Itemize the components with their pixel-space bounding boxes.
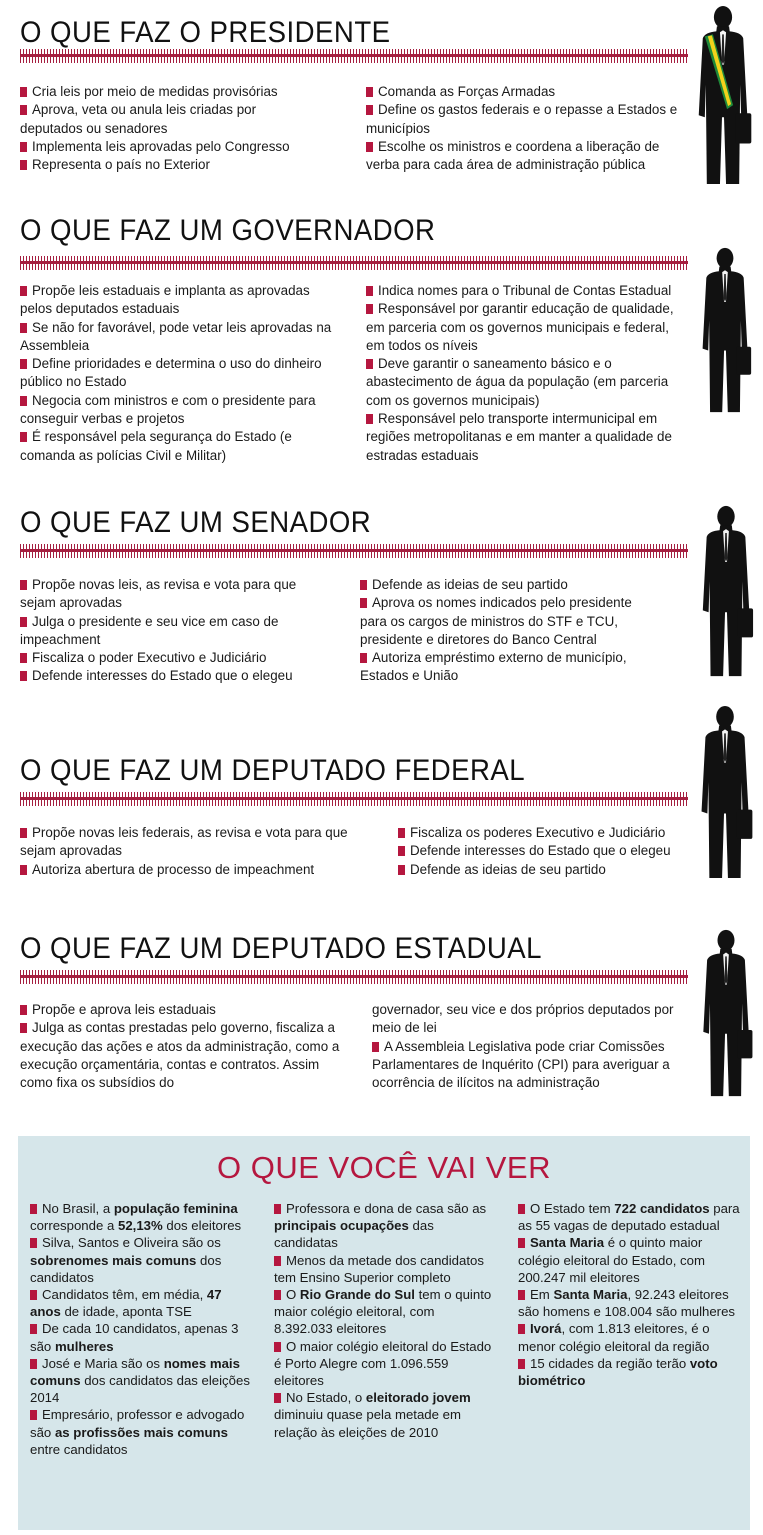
list-item-text: Responsável pelo transporte intermunicipal em regiões metropolitanas e em manter a qualidade de estradas estaduais — [366, 411, 672, 463]
fact-text: De cada 10 candidatos, apenas 3 são — [30, 1321, 239, 1354]
bullet-icon — [30, 1359, 37, 1369]
fact-item — [274, 1200, 496, 1252]
list-item — [398, 824, 698, 842]
list-item-text: Autoriza empréstimo externo de município, Estados e União — [360, 650, 627, 684]
bullet-icon — [518, 1204, 525, 1214]
federal-deputy-silhouette-icon — [692, 704, 758, 880]
fact-highlight: mulheres — [54, 1338, 114, 1354]
fact-item — [30, 1406, 252, 1458]
bullet-icon — [30, 1410, 37, 1420]
bullet-icon — [30, 1204, 37, 1214]
list-item — [366, 101, 682, 138]
bullet-icon — [20, 142, 27, 152]
left-column — [20, 282, 336, 465]
fact-item — [274, 1286, 496, 1338]
list-item — [360, 649, 660, 686]
bullet-icon — [30, 1238, 37, 1248]
fact-text: Silva, Santos e Oliveira são os — [42, 1235, 221, 1251]
list-item-text: Defende as ideias de seu partido — [372, 577, 568, 592]
title-rule — [20, 49, 688, 63]
title-rule — [20, 544, 688, 558]
continued-text: governador, seu vice e dos próprios deputados por meio de lei — [372, 1002, 674, 1036]
list-item-text: Fiscaliza os poderes Executivo e Judiciário — [410, 825, 666, 840]
section-deputado-federal — [0, 700, 763, 900]
bullet-icon — [366, 87, 373, 97]
section-title: O QUE FAZ UM SENADOR — [20, 506, 372, 539]
fact-item — [518, 1320, 740, 1354]
bullet-icon — [20, 617, 27, 627]
fact-highlight: Rio Grande do Sul — [299, 1287, 415, 1303]
fact-text: para as 55 vagas de deputado estadual — [518, 1201, 740, 1234]
fact-highlight: Santa Maria — [530, 1235, 605, 1251]
list-item-text: Define os gastos federais e o repasse a Estados e municípios — [366, 102, 678, 136]
fact-highlight: população feminina — [113, 1201, 238, 1216]
list-item-text: Propõe novas leis, as revisa e vota para que sejam aprovadas — [20, 577, 297, 611]
section-deputado-estadual — [0, 920, 763, 1120]
right-column — [372, 1001, 692, 1092]
list-item-text: Representa o país no Exterior — [32, 157, 210, 173]
governor-silhouette-icon — [693, 246, 757, 414]
bullet-icon — [274, 1342, 281, 1352]
bullet-icon — [366, 105, 373, 115]
bullet-icon — [360, 598, 367, 608]
bullet-icon — [518, 1238, 525, 1248]
bullet-icon — [372, 1042, 379, 1052]
left-column — [20, 824, 370, 879]
bullet-icon — [366, 414, 373, 424]
bullet-icon — [20, 87, 27, 97]
list-item-text: Aprova, veta ou anula leis criadas por deputados ou senadores — [20, 102, 257, 136]
list-item-text: Fiscaliza o poder Executivo e Judiciário — [32, 650, 267, 666]
title-rule — [20, 970, 688, 984]
list-item-text: Julga o presidente e seu vice em caso de impeachment — [20, 613, 279, 647]
fact-item — [518, 1286, 740, 1320]
fact-highlight: 52,13% — [117, 1218, 163, 1234]
fact-text: dos candidatos — [30, 1252, 222, 1285]
bullet-icon — [398, 828, 405, 838]
info-box — [18, 1136, 750, 1530]
list-item — [372, 1038, 692, 1093]
fact-text: Menos da metade dos candidatos tem Ensino Superior completo — [274, 1252, 484, 1285]
bullet-icon — [20, 865, 27, 875]
section-governador — [0, 210, 763, 480]
list-item-text: Propõe leis estaduais e implanta as aprovadas pelos deputados estaduais — [20, 283, 310, 317]
bullet-icon — [20, 359, 27, 369]
list-item-text: Implementa leis aprovadas pelo Congresso — [32, 138, 290, 154]
section-title: O QUE FAZ UM GOVERNADOR — [20, 214, 436, 247]
fact-text: de idade, aponta TSE — [60, 1304, 192, 1320]
fact-text: é o quinto maior colégio eleitoral do Estado, com 200.247 mil eleitores — [518, 1235, 705, 1285]
bullet-icon — [366, 142, 373, 152]
bullet-icon — [366, 304, 373, 314]
fact-text: dos eleitores — [162, 1218, 242, 1234]
fact-highlight: principais ocupações — [274, 1218, 409, 1234]
fact-highlight: nomes mais comuns — [30, 1355, 240, 1389]
bullet-icon — [20, 323, 27, 333]
fact-text: dos candidatos das eleições 2014 — [30, 1373, 250, 1406]
fact-item — [30, 1320, 252, 1354]
list-item — [20, 613, 320, 650]
bullet-icon — [518, 1290, 525, 1300]
fact-text: O maior colégio eleitoral do Estado é Porto Alegre com 1.096.559 eleitores — [274, 1338, 492, 1389]
fact-text: Empresário, professor e advogado são — [30, 1407, 245, 1440]
fact-text: , com 1.813 eleitores, é o menor colégio eleitoral da região — [518, 1321, 710, 1354]
president-silhouette-icon — [688, 4, 758, 186]
fact-item — [30, 1200, 252, 1234]
bullet-icon — [20, 1023, 27, 1033]
right-column — [398, 824, 698, 879]
list-item — [20, 667, 320, 685]
title-rule — [20, 256, 688, 270]
bullet-icon — [366, 286, 373, 296]
info-column-2 — [274, 1200, 496, 1441]
fact-item — [30, 1234, 252, 1286]
fact-text: José e Maria são os — [42, 1355, 164, 1371]
list-item-text: Defende as ideias de seu partido — [410, 861, 606, 877]
list-item — [20, 649, 320, 667]
list-item-text: A Assembleia Legislativa pode criar Comissões Parlamentares de Inquérito (CPI) para averiguar a ocorrência de ilícitos na administração — [372, 1038, 670, 1091]
fact-text: tem o quinto maior colégio eleitoral, com 8.392.033 eleitores — [274, 1287, 492, 1337]
left-column — [20, 83, 320, 174]
bullet-icon — [274, 1256, 281, 1266]
list-item — [20, 392, 336, 429]
list-item-text: Autoriza abertura de processo de impeachment — [32, 861, 315, 877]
section-title: O QUE FAZ O PRESIDENTE — [20, 16, 391, 49]
list-item — [20, 83, 320, 101]
bullet-icon — [30, 1324, 37, 1334]
fact-highlight: Santa Maria — [553, 1287, 628, 1303]
right-column — [366, 83, 682, 174]
list-item-text: Escolhe os ministros e coordena a liberação de verba para cada área de administração pública — [366, 138, 660, 173]
list-item — [20, 428, 336, 465]
bullet-icon — [20, 671, 27, 681]
list-item — [20, 824, 370, 861]
fact-highlight: eleitorado jovem — [365, 1390, 471, 1406]
bullet-icon — [20, 286, 27, 296]
left-column — [20, 1001, 340, 1092]
list-item-text: É responsável pela segurança do Estado (e comanda as polícias Civil e Militar) — [20, 429, 292, 463]
fact-item — [30, 1355, 252, 1407]
bullet-icon — [20, 580, 27, 590]
list-item-text: Responsável por garantir educação de qualidade, em parceria com os governos municipais e federal, em todos os níveis — [366, 301, 674, 353]
bullet-icon — [20, 160, 27, 170]
bullet-icon — [30, 1290, 37, 1300]
bullet-icon — [274, 1393, 281, 1403]
fact-text: Candidatos têm, em média, — [42, 1287, 207, 1303]
bullet-icon — [20, 396, 27, 406]
bullet-icon — [20, 1005, 27, 1015]
bullet-icon — [20, 105, 27, 115]
list-item — [20, 576, 320, 613]
right-column — [360, 576, 660, 686]
fact-item — [274, 1389, 496, 1441]
bullet-icon — [360, 653, 367, 663]
list-item — [398, 861, 698, 879]
fact-item — [518, 1234, 740, 1286]
info-column-1 — [30, 1200, 252, 1458]
list-item-text: Indica nomes para o Tribunal de Contas Estadual — [378, 283, 672, 298]
fact-text: Professora e dona de casa são as — [286, 1201, 487, 1216]
bullet-icon — [366, 359, 373, 369]
list-item-text: Propõe e aprova leis estaduais — [32, 1002, 216, 1017]
fact-text: O — [286, 1287, 300, 1303]
list-item-text: Se não for favorável, pode vetar leis aprovadas na Assembleia — [20, 319, 332, 353]
list-item — [360, 594, 660, 649]
list-item — [366, 410, 684, 465]
list-item — [360, 576, 660, 594]
section-title: O QUE FAZ UM DEPUTADO ESTADUAL — [20, 932, 542, 965]
fact-item — [274, 1252, 496, 1286]
fact-text: diminuiu quase pela metade em relação às eleições de 2010 — [274, 1407, 461, 1440]
list-item-text: Defende interesses do Estado que o elegeu — [32, 668, 293, 684]
section-senador — [0, 500, 763, 700]
fact-text: No Brasil, a — [42, 1201, 114, 1216]
fact-text: , 92.243 eleitores são homens e 108.004 são mulheres — [518, 1287, 736, 1320]
bullet-icon — [360, 580, 367, 590]
list-item-text: Negocia com ministros e com o presidente para conseguir verbas e projetos — [20, 392, 316, 427]
info-box-title: O QUE VOCÊ VAI VER — [216, 1150, 551, 1185]
bullet-icon — [398, 865, 405, 875]
list-item — [20, 282, 336, 319]
fact-item — [30, 1286, 252, 1320]
state-deputy-silhouette-icon — [694, 928, 758, 1098]
fact-highlight: Ivorá — [530, 1321, 562, 1337]
list-item — [398, 842, 698, 860]
fact-highlight: 47 anos — [30, 1287, 222, 1320]
list-item — [366, 138, 682, 175]
list-item — [20, 355, 336, 392]
list-item-text: Deve garantir o saneamento básico e o abastecimento de água da população (em parceria com os governos municipais) — [366, 356, 669, 408]
list-item — [20, 156, 320, 174]
list-item-text: Propõe novas leis federais, as revisa e vota para que sejam aprovadas — [20, 825, 348, 859]
fact-item — [274, 1338, 496, 1390]
fact-text: O Estado tem — [530, 1201, 615, 1216]
bullet-icon — [20, 432, 27, 442]
bullet-icon — [274, 1290, 281, 1300]
bullet-icon — [20, 653, 27, 663]
list-item — [20, 101, 320, 138]
fact-text: No Estado, o — [286, 1390, 366, 1406]
list-item-text: Julga as contas prestadas pelo governo, fiscaliza a execução das ações e atos da administração, como a execução orçamentária, contas e contratos. Assim como fixa os subsídios do — [20, 1020, 340, 1091]
fact-text: Em — [530, 1287, 554, 1303]
list-item — [20, 861, 370, 879]
list-item — [20, 1019, 340, 1092]
bullet-icon — [274, 1204, 281, 1214]
senator-silhouette-icon — [694, 504, 758, 678]
list-item-text: Aprova os nomes indicados pelo presidente para os cargos de ministros do STF e TCU, presidente e diretores do Banco Central — [360, 595, 632, 647]
title-rule — [20, 792, 688, 806]
fact-text: das candidatas — [274, 1218, 434, 1251]
fact-highlight: voto biométrico — [518, 1355, 718, 1389]
list-item — [366, 300, 684, 355]
bullet-icon — [518, 1359, 525, 1369]
fact-item — [518, 1200, 740, 1234]
bullet-icon — [518, 1324, 525, 1334]
section-presidente — [0, 0, 763, 190]
bullet-icon — [20, 828, 27, 838]
fact-highlight: sobrenomes mais comuns — [30, 1252, 197, 1268]
fact-highlight: 722 candidatos — [614, 1201, 710, 1216]
list-item — [20, 319, 336, 356]
fact-item — [518, 1355, 740, 1389]
list-item — [366, 355, 684, 410]
list-item-text: Comanda as Forças Armadas — [378, 84, 556, 99]
fact-highlight: as profissões mais comuns — [54, 1424, 228, 1440]
list-item — [20, 1001, 340, 1019]
fact-text: 15 cidades da região terão — [530, 1355, 690, 1371]
list-item — [366, 282, 684, 300]
section-title: O QUE FAZ UM DEPUTADO FEDERAL — [20, 754, 526, 787]
right-column-items — [372, 1038, 692, 1093]
fact-text: entre candidatos — [30, 1441, 128, 1457]
fact-text: corresponde a — [30, 1218, 118, 1234]
list-item — [20, 138, 320, 156]
list-item-text: Define prioridades e determina o uso do dinheiro público no Estado — [20, 356, 322, 390]
list-item — [366, 83, 682, 101]
left-column — [20, 576, 320, 686]
list-item-text: Cria leis por meio de medidas provisórias — [32, 84, 278, 99]
info-column-3 — [518, 1200, 740, 1389]
right-column — [366, 282, 684, 465]
bullet-icon — [398, 846, 405, 856]
list-item-text: Defende interesses do Estado que o elegeu — [410, 843, 671, 859]
